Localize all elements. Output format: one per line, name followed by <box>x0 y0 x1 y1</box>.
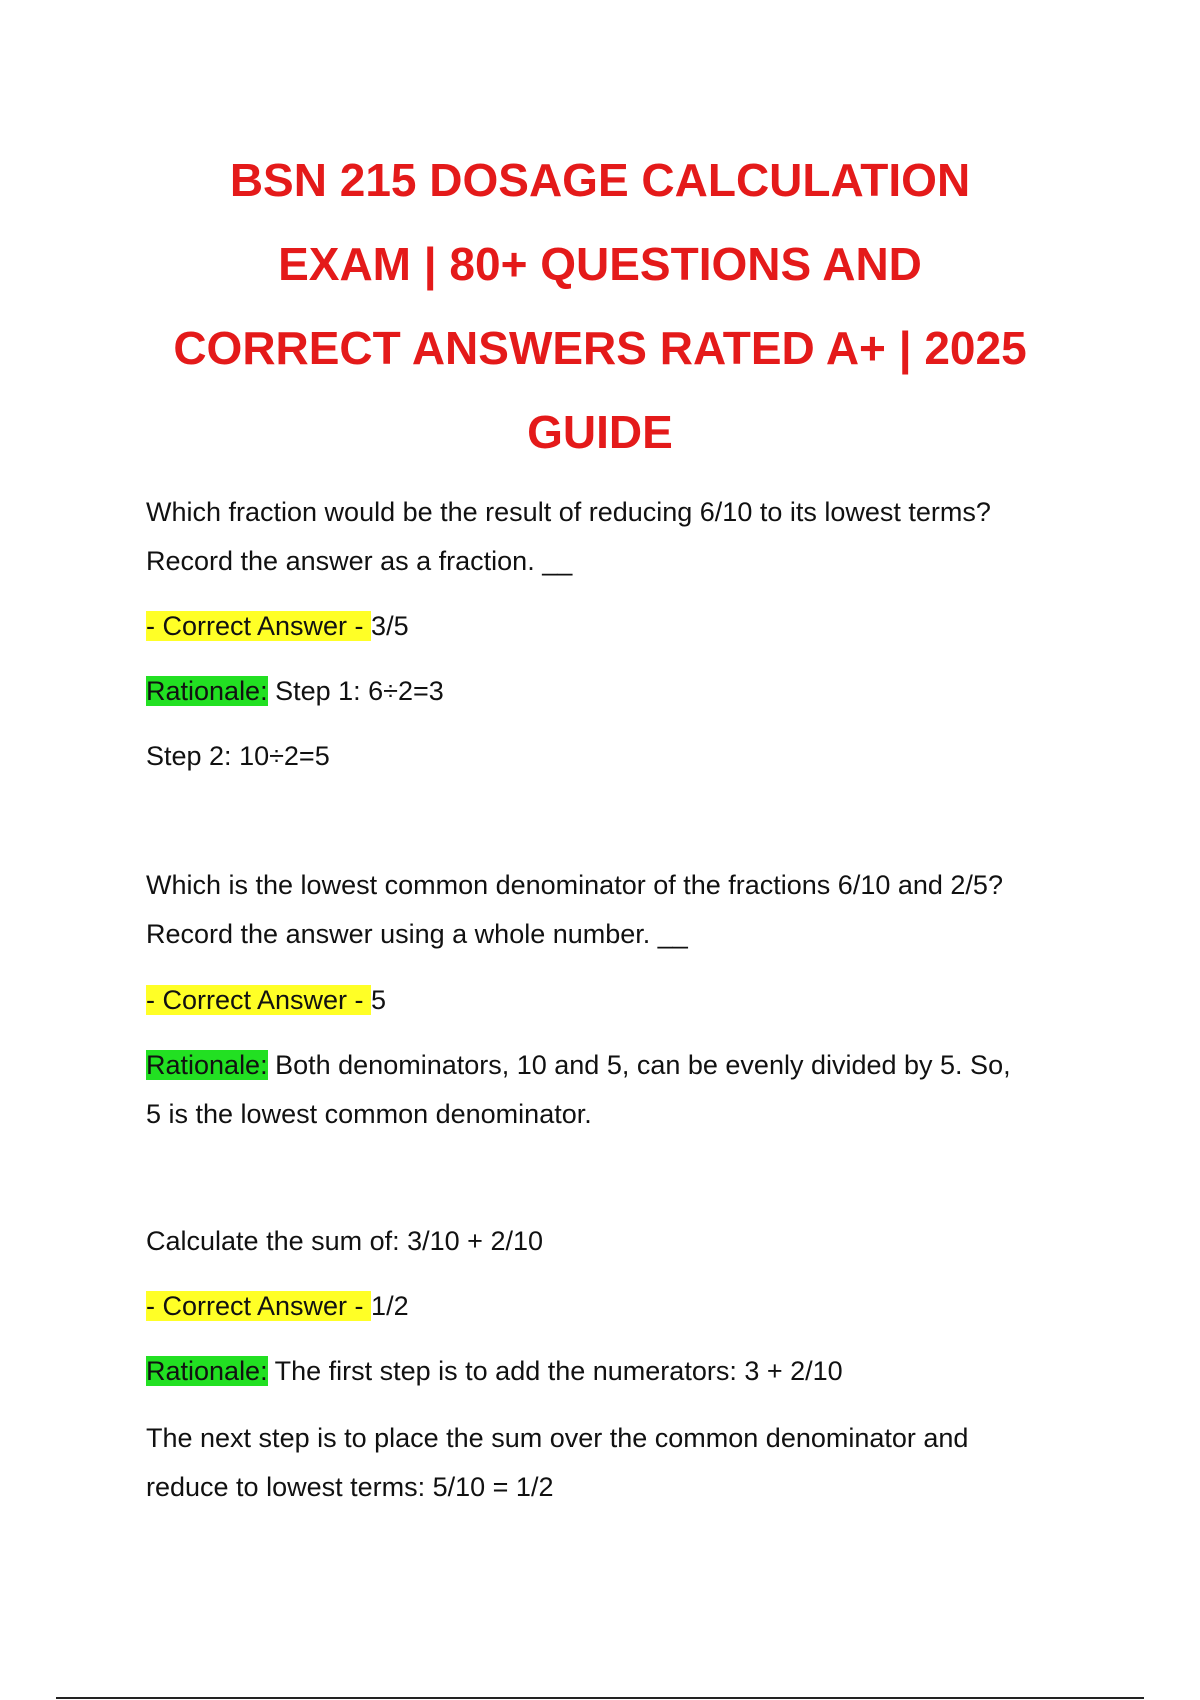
correct-answer <box>146 602 1076 651</box>
rationale-continuation <box>146 732 1076 781</box>
rationale <box>146 1041 1076 1139</box>
question-text <box>146 1217 1076 1266</box>
question-line: Record the answer using a whole number. __ <box>146 919 688 949</box>
rationale <box>146 1347 1076 1396</box>
rationale-label: Rationale: <box>146 676 268 706</box>
correct-answer-label: - Correct Answer - <box>146 1291 372 1321</box>
correct-answer <box>146 976 1076 1025</box>
rationale-text: Step 1: 6÷2=3 <box>267 676 444 706</box>
correct-answer-label: - Correct Answer - <box>146 611 372 641</box>
correct-answer-label: - Correct Answer - <box>146 985 372 1015</box>
rationale-text: The first step is to add the numerators: 3 + 2/10 <box>267 1356 843 1386</box>
footer-divider <box>56 1697 1144 1699</box>
rationale-label: Rationale: <box>146 1050 268 1080</box>
rationale-line: 5 is the lowest common denominator. <box>146 1099 592 1129</box>
correct-answer <box>146 1282 1076 1331</box>
question-line: Record the answer as a fraction. __ <box>146 546 573 576</box>
answer-value: 3/5 <box>371 611 409 641</box>
rationale-line: The next step is to place the sum over the common denominator and <box>146 1423 969 1453</box>
question-line: Which fraction would be the result of reducing 6/10 to its lowest terms? <box>146 497 991 527</box>
answer-value: 5 <box>371 985 387 1015</box>
rationale-line: Step 2: 10÷2=5 <box>146 741 330 771</box>
rationale-text: Both denominators, 10 and 5, can be evenly divided by 5. So, <box>267 1050 1011 1080</box>
question-text <box>146 861 1076 959</box>
title-line: GUIDE <box>527 406 673 458</box>
document-title <box>100 138 1100 474</box>
rationale-line: reduce to lowest terms: 5/10 = 1/2 <box>146 1472 554 1502</box>
question-line: Calculate the sum of: 3/10 + 2/10 <box>146 1226 543 1256</box>
answer-value: 1/2 <box>371 1291 409 1321</box>
rationale-label: Rationale: <box>146 1356 268 1386</box>
question-text <box>146 488 1076 586</box>
question-line: Which is the lowest common denominator of the fractions 6/10 and 2/5? <box>146 870 1003 900</box>
rationale-continuation <box>146 1414 1076 1512</box>
rationale <box>146 667 1076 716</box>
title-line: EXAM | 80+ QUESTIONS AND <box>278 238 922 290</box>
title-line: BSN 215 DOSAGE CALCULATION <box>229 154 971 206</box>
title-line: CORRECT ANSWERS RATED A+ | 2025 <box>173 322 1027 374</box>
